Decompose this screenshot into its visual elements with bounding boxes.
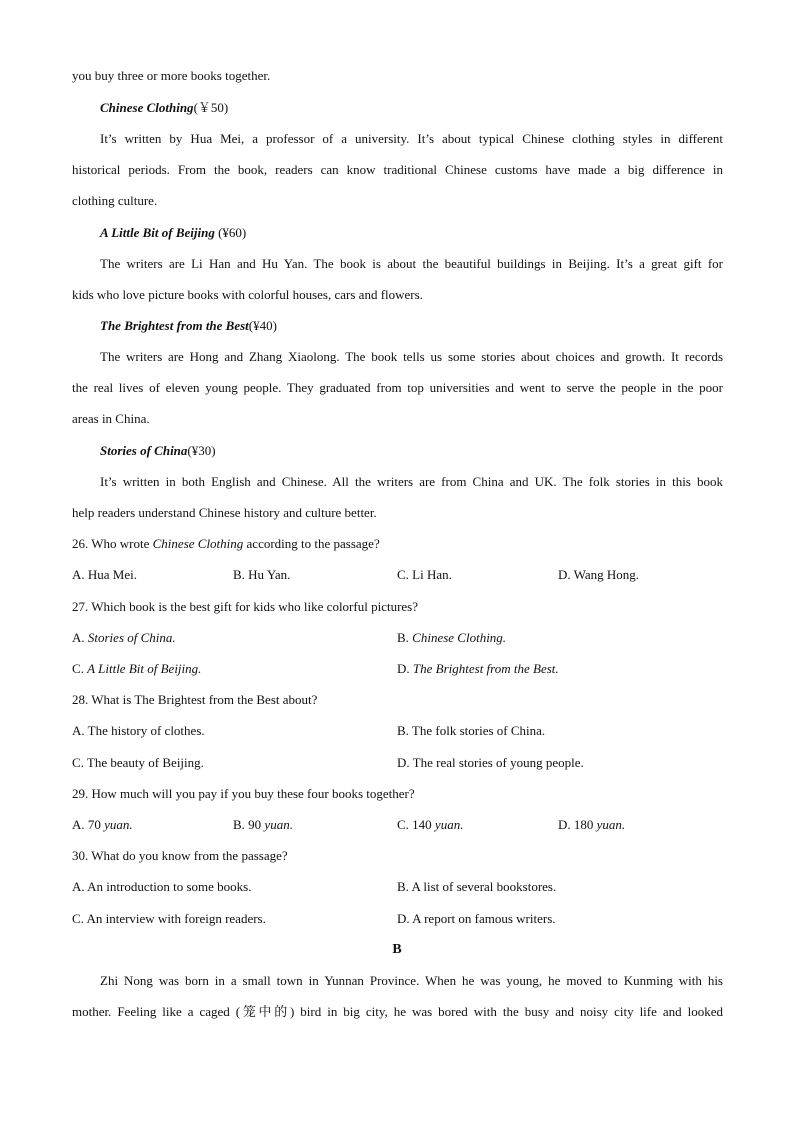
option-letter: B. [397,630,413,645]
option-b [397,630,506,646]
book-title: Chinese Clothing [100,100,194,115]
option-unit: yuan. [596,817,626,832]
option-text: The Brightest from the Best. [412,661,559,676]
book-desc-line: It’s written by Hua Mei, a professor of a university. It’s about typical Chinese clothing styles in different [100,131,723,146]
option-text: A Little Bit of Beijing. [87,661,202,676]
book-title: The Brightest from the Best [100,318,249,333]
option-text: A. 70 [72,817,105,832]
book-heading [100,318,723,334]
option-b [233,817,293,833]
option-b: B. The folk stories of China. [397,723,546,738]
option-letter: D. [397,661,413,676]
option-c: C. Li Han. [397,567,452,582]
book-desc-line: clothing culture. [72,193,158,208]
option-text: B. 90 [233,817,265,832]
question-italic-text: Chinese Clothing [152,536,244,551]
book-heading [100,443,723,459]
option-d: D. The real stories of young people. [397,755,584,770]
option-a [72,817,133,833]
option-a: A. The history of clothes. [72,723,205,738]
book-desc-line: areas in China. [72,411,150,426]
book-desc-line: the real lives of eleven young people. They graduated from top universities and went to serve the people in the poor [72,380,723,395]
option-d: D. A report on famous writers. [397,911,556,926]
option-unit: yuan. [264,817,293,832]
option-unit: yuan. [104,817,133,832]
option-letter: C. [72,661,88,676]
book-price: (¥60) [214,225,247,240]
passage-line: Zhi Nong was born in a small town in Yunnan Province. When he was young, he moved to Kunming with his [100,973,723,988]
book-desc-line: It’s written in both English and Chinese. All the writers are from China and UK. The folk stories in this book [100,474,723,489]
option-d [397,661,559,677]
question-27-stem: 27. Which book is the best gift for kids who like colorful pictures? [72,599,418,614]
book-price: (¥30) [187,443,216,458]
book-price: (￥50) [193,100,229,115]
section-heading: B [392,942,402,957]
option-d: D. Wang Hong. [558,567,640,582]
option-unit: yuan. [434,817,464,832]
question-text: 26. Who wrote [72,536,153,551]
question-text: according to the passage? [243,536,380,551]
option-text: D. 180 [558,817,597,832]
book-heading [100,225,723,241]
passage-line: mother. Feeling like a caged (笼中的) bird in big city, he was bored with the busy and noisy city life and looked [72,1004,723,1019]
question-28-stem: 28. What is The Brightest from the Best about? [72,692,318,707]
book-title: Stories of China [100,443,188,458]
option-text: Chinese Clothing. [412,630,507,645]
question-26-stem [72,536,723,552]
book-desc-line: help readers understand Chinese history and culture better. [72,505,377,520]
option-c: C. The beauty of Beijing. [72,755,204,770]
question-30-stem: 30. What do you know from the passage? [72,848,288,863]
question-29-stem: 29. How much will you pay if you buy these four books together? [72,786,415,801]
intro-tail-text: you buy three or more books together. [72,68,271,83]
option-a [72,630,176,646]
book-desc-line: kids who love picture books with colorful houses, cars and flowers. [72,287,423,302]
option-c: C. An interview with foreign readers. [72,911,266,926]
book-desc-line: historical periods. From the book, readers can know traditional Chinese customs have made a big difference in [72,162,723,177]
option-text: Stories of China. [87,630,176,645]
book-price: (¥40) [248,318,277,333]
book-desc-line: The writers are Hong and Zhang Xiaolong. The book tells us some stories about choices and growth. It records [100,349,723,364]
option-letter: A. [72,630,88,645]
option-a: A. Hua Mei. [72,567,137,582]
option-b: B. A list of several bookstores. [397,879,557,894]
option-text: C. 140 [397,817,435,832]
option-a: A. An introduction to some books. [72,879,252,894]
option-c [397,817,463,833]
option-c [72,661,201,677]
book-desc-line: The writers are Li Han and Hu Yan. The book is about the beautiful buildings in Beijing. It’s a great gift for [100,256,723,271]
option-b: B. Hu Yan. [233,567,291,582]
book-heading [100,100,723,116]
option-d [558,817,625,833]
book-title: A Little Bit of Beijing [100,225,215,240]
